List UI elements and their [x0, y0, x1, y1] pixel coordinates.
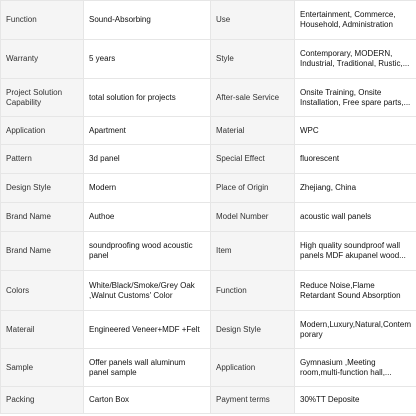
spec-label: Brand Name — [1, 232, 84, 271]
spec-value: Modern — [84, 174, 211, 203]
spec-label: Design Style — [1, 174, 84, 203]
spec-label: Pattern — [1, 145, 84, 174]
spec-value — [295, 349, 416, 387]
spec-label: Material — [211, 117, 295, 145]
spec-label: Place of Origin — [211, 174, 295, 203]
spec-value-text: soundproofing wood acoustic panel — [89, 241, 193, 260]
spec-value — [295, 40, 416, 79]
spec-value — [295, 311, 416, 349]
spec-value-text: Onsite Training, Onsite Installation, Free spare parts,... — [300, 87, 411, 107]
spec-label: Item — [211, 232, 295, 271]
spec-label: Function — [1, 1, 84, 40]
spec-value — [84, 271, 211, 311]
spec-label: Use — [211, 1, 295, 40]
spec-value — [295, 1, 416, 40]
spec-value: total solution for projects — [84, 79, 211, 117]
table-row — [1, 203, 416, 232]
spec-value — [295, 271, 416, 311]
spec-value: Sound-Absorbing — [84, 1, 211, 40]
table-row — [1, 145, 416, 174]
spec-value — [295, 79, 416, 117]
table-row — [1, 232, 416, 271]
spec-value — [84, 232, 211, 271]
spec-value-text: Offer panels wall aluminum panel sample — [89, 357, 186, 377]
spec-value: Apartment — [84, 117, 211, 145]
spec-label: Style — [211, 40, 295, 79]
spec-value-text: High quality soundproof wall panels MDF akupanel wood... — [300, 241, 406, 260]
spec-value: 30%TT Deposite — [295, 387, 416, 414]
spec-value: fluorescent — [295, 145, 416, 174]
spec-label: Model Number — [211, 203, 295, 232]
spec-value-text: Entertainment, Commerce, Household, Administration — [300, 10, 396, 29]
spec-label: Payment terms — [211, 387, 295, 414]
spec-value: 3d panel — [84, 145, 211, 174]
spec-value — [84, 349, 211, 387]
spec-label: Application — [211, 349, 295, 387]
spec-label: Colors — [1, 271, 84, 311]
spec-label: Warranty — [1, 40, 84, 79]
table-row — [1, 79, 416, 117]
spec-value: Zhejiang, China — [295, 174, 416, 203]
spec-value — [295, 232, 416, 271]
spec-label: Materail — [1, 311, 84, 349]
spec-label: Sample — [1, 349, 84, 387]
table-row — [1, 174, 416, 203]
spec-label: Design Style — [211, 311, 295, 349]
spec-value: acoustic wall panels — [295, 203, 416, 232]
spec-label: After-sale Service — [211, 79, 295, 117]
spec-label: Application — [1, 117, 84, 145]
table-row — [1, 387, 416, 414]
spec-value: WPC — [295, 117, 416, 145]
spec-label: Function — [211, 271, 295, 311]
spec-label — [1, 79, 84, 117]
spec-value: Authoe — [84, 203, 211, 232]
spec-label: Brand Name — [1, 203, 84, 232]
table-row — [1, 349, 416, 387]
table-row — [1, 117, 416, 145]
spec-label: Packing — [1, 387, 84, 414]
table-row — [1, 271, 416, 311]
spec-label-text: Project Solution Capability — [6, 87, 63, 107]
spec-value-text: Modern,Luxury,Natural,Contemporary — [300, 319, 411, 339]
table-row — [1, 311, 416, 349]
spec-value: Carton Box — [84, 387, 211, 414]
table-row — [1, 40, 416, 79]
spec-value-text: Gymnasium ,Meeting room,multi-function hall,... — [300, 357, 392, 377]
spec-value-text: Reduce Noise,Flame Retardant Sound Absorption — [300, 280, 401, 300]
spec-value: Engineered Veneer+MDF +Felt — [84, 311, 211, 349]
spec-value-text: White/Black/Smoke/Grey Oak ,Walnut Customs' Color — [89, 280, 195, 300]
spec-label: Special Effect — [211, 145, 295, 174]
spec-value-text: Contemporary, MODERN, Industrial, Traditional, Rustic,... — [300, 49, 410, 68]
table-row — [1, 1, 416, 40]
spec-value: 5 years — [84, 40, 211, 79]
